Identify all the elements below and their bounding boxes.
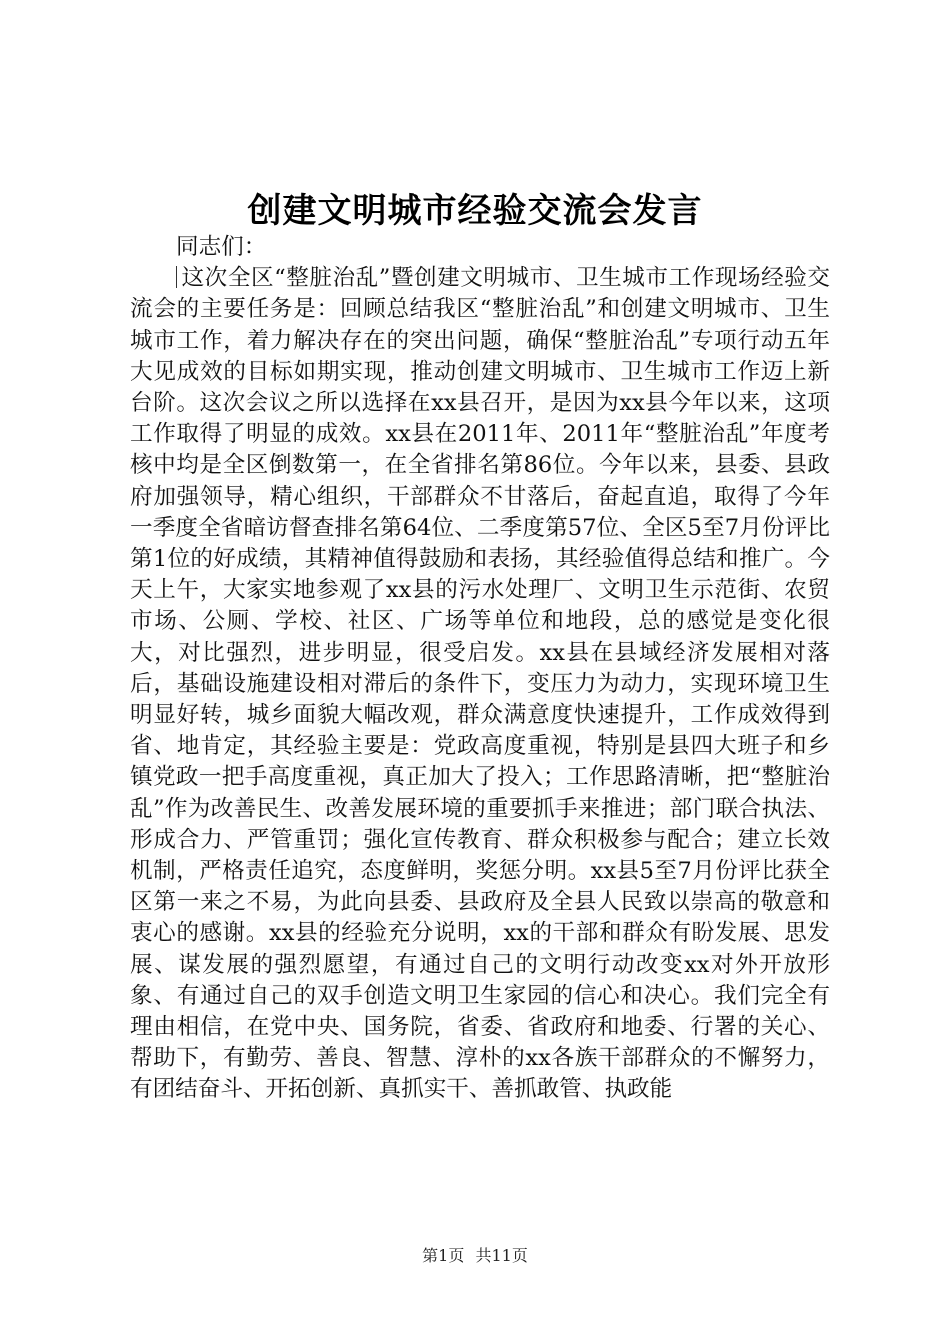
page-footer: [0, 1243, 950, 1266]
total-pages-indicator: 共11页: [475, 1246, 528, 1265]
document-title: 创建文明城市经验交流会发言: [247, 191, 703, 231]
body-paragraph-text: 这次全区“整脏治乱”暨创建文明城市、卫生城市工作现场经验交流会的主要任务是：回顾总结我区“整脏治乱”和创建文明城市、卫生城市工作，着力解决存在的突出问题，确保“整脏治乱”专项行动五年大见成效的目标如期实现，推动创建文明城市、卫生城市工作迈上新台阶。这次会议之所以选择在xx县召开，是因为xx县今年以来，这项工作取得了明显的成效。xx县在2011年、2011年“整脏治乱”年度考核中均是全区倒数第一，在全省排名第86位。今年以来，县委、县政府加强领导，精心组织，干部群众不甘落后，奋起直追，取得了今年一季度全省暗访督查排名第64位、二季度第57位、全区5至7月份评比第1位的好成绩，其精神值得鼓励和表扬，其经验值得总结和推广。今天上午，大家实地参观了xx县的污水处理厂、文明卫生示范街、农贸市场、公厕、学校、社区、广场等单位和地段，总的感觉是变化很大，对比强烈，进步明显，很受启发。xx县在县域经济发展相对落后，基础设施建设相对滞后的条件下，变压力为动力，实现环境卫生明显好转，城乡面貌大幅改观，群众满意度快速提升，工作成效得到省、地肯定，其经验主要是：党政高度重视，特别是县四大班子和乡镇党政一把手高度重视，真正加大了投入；工作思路清晰，把“整脏治乱”作为改善民生、改善发展环境的重要抓手来推进；部门联合执法、形成合力、严管重罚；强化宣传教育、群众积极参与配合；建立长效机制，严格责任追究，态度鲜明，奖惩分明。xx县5至7月份评比获全区第一来之不易，为此向县委、县政府及全县人民致以崇高的敬意和衷心的感谢。xx县的经验充分说明，xx的干部和群众有盼发展、思发展、谋发展的强烈愿望，有通过自己的文明行动改变xx对外开放形象、有通过自己的双手创造文明卫生家园的信心和决心。我们完全有理由相信，在党中央、国务院，省委、省政府和地委、行署的关心、帮助下，有勤劳、善良、智慧、淳朴的xx各族干部群众的不懈努力，有团结奋斗、开拓创新、真抓实干、善抓敢管、执政能: [130, 265, 830, 1103]
body-paragraph: [130, 263, 830, 1105]
document-body: [130, 232, 830, 1106]
text-cursor: [176, 266, 177, 288]
current-page-indicator: 第1页: [422, 1246, 465, 1265]
salutation: 同志们：: [176, 234, 267, 260]
